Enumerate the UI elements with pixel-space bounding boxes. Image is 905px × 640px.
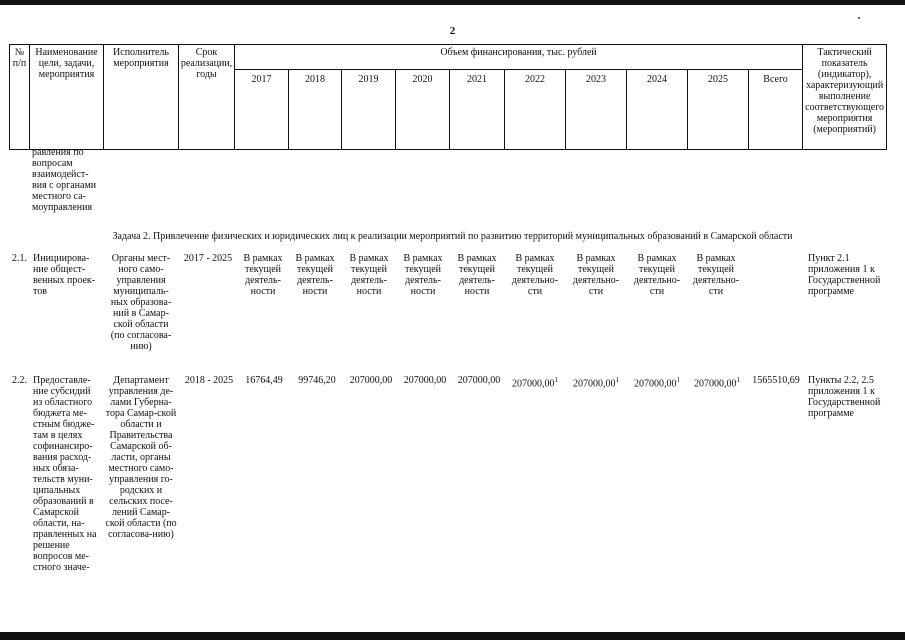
header-name: Наименование цели, задачи, мероприятия bbox=[30, 45, 104, 150]
row-value-2025 bbox=[686, 375, 748, 389]
header-year: 2023 bbox=[566, 70, 627, 150]
row-value-2022 bbox=[505, 375, 565, 389]
header-year: 2018 bbox=[289, 70, 342, 150]
header-term: Срок реализации, годы bbox=[179, 45, 235, 150]
row-value-2021: 207000,00 bbox=[457, 375, 501, 386]
row-number: 2.2. bbox=[12, 375, 27, 386]
row-term: 2017 - 2025 bbox=[183, 253, 233, 264]
row-value-2017: В рамках текущей деятель-ности bbox=[243, 253, 283, 297]
header-year: Всего bbox=[749, 70, 803, 150]
footnote-mark: 1 bbox=[615, 376, 619, 384]
header-no: № п/п bbox=[10, 45, 30, 150]
row-value-2023: В рамках текущей деятельно-сти bbox=[572, 253, 620, 297]
header-year: 2019 bbox=[342, 70, 396, 150]
row-value-2023 bbox=[566, 375, 626, 389]
header-year: 2017 bbox=[235, 70, 289, 150]
row-value-2021: В рамках текущей деятель-ности bbox=[457, 253, 497, 297]
row-value-2022: В рамках текущей деятельно-сти bbox=[511, 253, 559, 297]
header-year: 2020 bbox=[396, 70, 450, 150]
header-funding: Объем финансирования, тыс. рублей bbox=[235, 45, 803, 70]
row-value-2019: В рамках текущей деятель-ности bbox=[349, 253, 389, 297]
row-term: 2018 - 2025 bbox=[184, 375, 234, 386]
header-executor: Исполнитель мероприятия bbox=[104, 45, 179, 150]
header-indicator: Тактический показатель (индикатор), характеризующий выполнение соответствующего мероприятия (мероприятий) bbox=[803, 45, 887, 150]
scan-border-top bbox=[0, 0, 905, 5]
row-value-2018: В рамках текущей деятель-ности bbox=[295, 253, 335, 297]
footnote-mark: 1 bbox=[676, 376, 680, 384]
row-name: Предоставле-ние субсидий из областного бюджета ме-стным бюдже-там в целях софинансиро-вания расход-ных обяза-тельств муни-ципальных образований в Самарской области, на-правленных на решение вопросов ме-стного значе- bbox=[33, 375, 97, 573]
page-number: 2 bbox=[449, 25, 456, 37]
scan-speck bbox=[858, 17, 860, 19]
row-value-2020: В рамках текущей деятель-ности bbox=[403, 253, 443, 297]
value-text: 207000,00 bbox=[634, 378, 677, 390]
row-value-2024 bbox=[627, 375, 687, 389]
row-value-2024: В рамках текущей деятельно-сти bbox=[633, 253, 681, 297]
header-year: 2022 bbox=[505, 70, 566, 150]
row-value-2018: 99746,20 bbox=[298, 375, 336, 386]
scan-border-bottom bbox=[0, 632, 905, 640]
row-value-total: 1565510,69 bbox=[752, 375, 800, 386]
header-year: 2021 bbox=[450, 70, 505, 150]
row-value-2017: 16764,49 bbox=[245, 375, 283, 386]
row-indicator: Пункт 2.1 приложения 1 к Государственной программе bbox=[808, 253, 881, 297]
header-year: 2024 bbox=[627, 70, 688, 150]
row-value-2025: В рамках текущей деятельно-сти bbox=[692, 253, 740, 297]
row-executor: Департамент управления де-лами Губерна-тора Самар-ской области и Правительства Самарской об-ласти, органы местного само-управления го-родских и сельских посе-лений Самар-ской области (по согласова-нию) bbox=[105, 375, 177, 540]
header-table bbox=[9, 44, 887, 150]
footnote-mark: 1 bbox=[554, 376, 558, 384]
continuation-text: равления по вопросам взаимодейст-вия с органами местного са-моуправления bbox=[32, 147, 97, 213]
row-executor: Органы мест-ного само-управления муниципаль-ных образова-ний в Самар-ской области (по согласова-нию) bbox=[110, 253, 172, 352]
row-value-2020: 207000,00 bbox=[403, 375, 447, 386]
value-text: 207000,00 bbox=[573, 378, 616, 390]
row-number: 2.1. bbox=[12, 253, 27, 264]
footnote-mark: 1 bbox=[736, 376, 740, 384]
value-text: 207000,00 bbox=[694, 378, 737, 390]
task-2-heading: Задача 2. Привлечение физических и юридических лиц к реализации мероприятий по развитию территорий муниципальных образований в Самарской области bbox=[112, 231, 793, 242]
row-name: Инициирова-ние общест-венных проек-тов bbox=[33, 253, 96, 297]
row-indicator: Пункты 2.2, 2.5 приложения 1 к Государственной программе bbox=[808, 375, 881, 419]
row-value-2019: 207000,00 bbox=[349, 375, 393, 386]
value-text: 207000,00 bbox=[512, 378, 555, 390]
header-year: 2025 bbox=[688, 70, 749, 150]
